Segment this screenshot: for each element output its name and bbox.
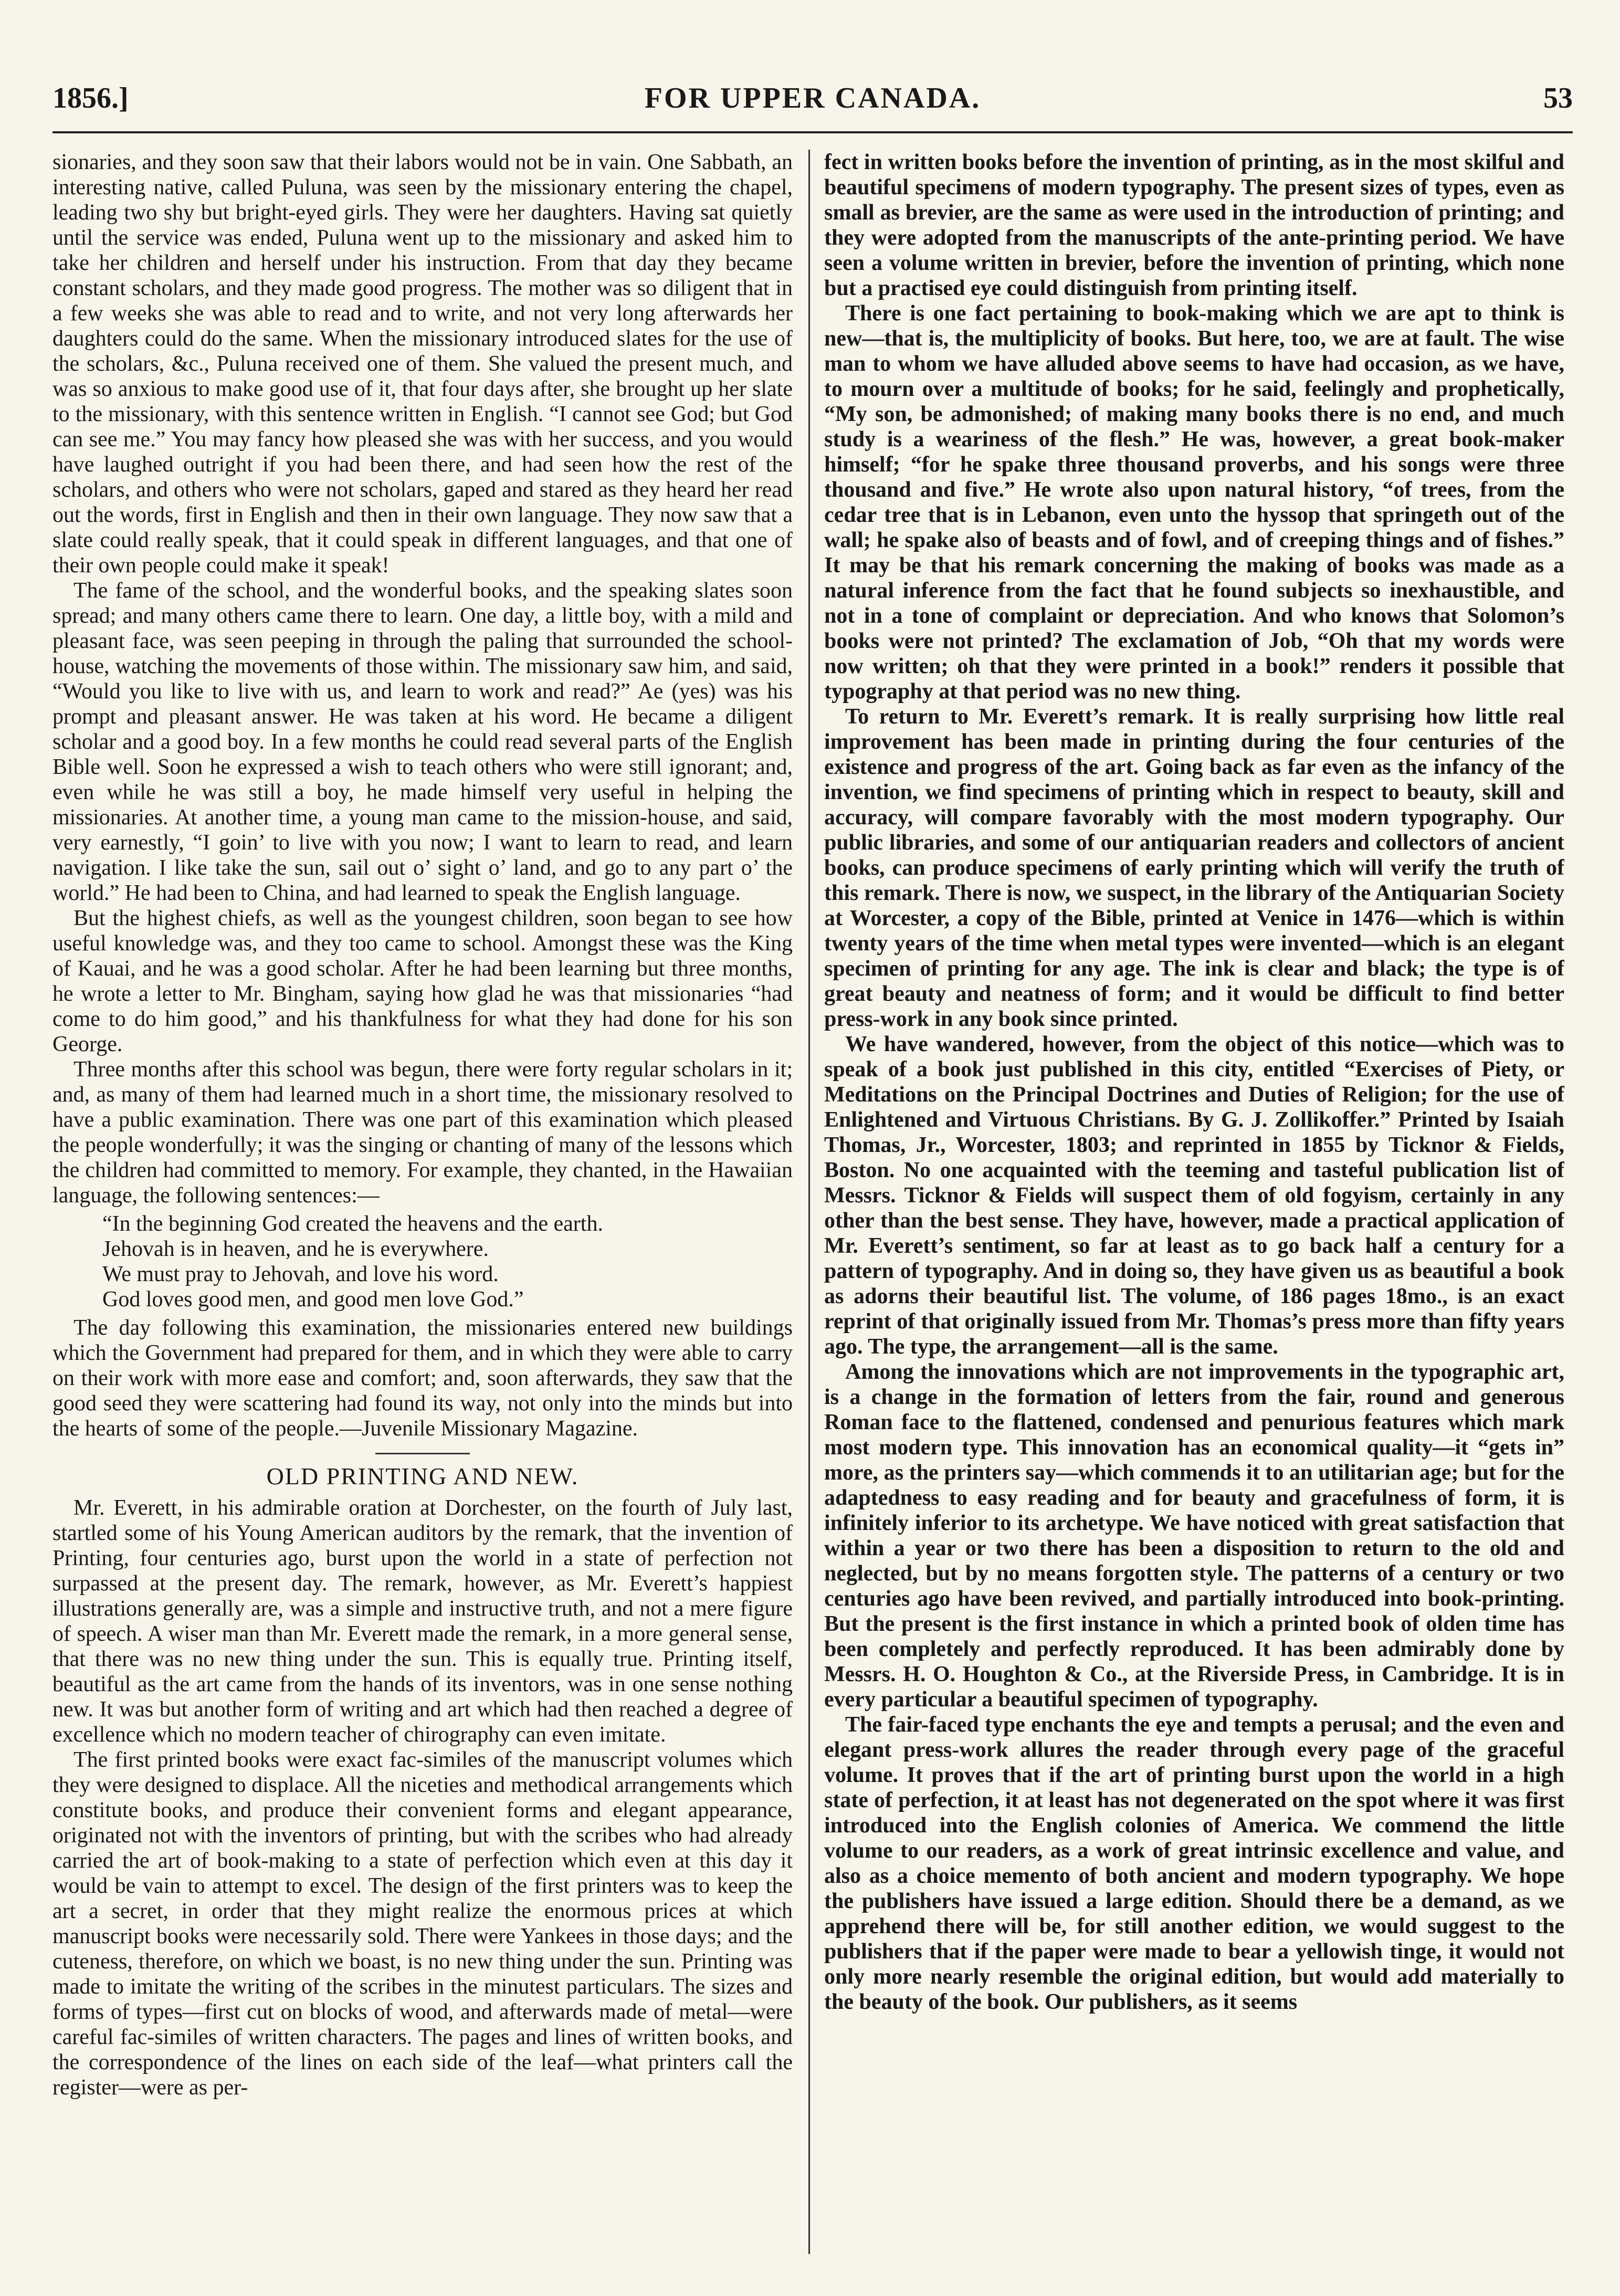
paragraph: sionaries, and they soon saw that their labors would not be in vain. One Sabbath, an interesting native, called Puluna, was seen by the missionary entering the chapel, leading two shy but bright-eyed girls. They were her daughters. Having sat quietly until the service was ended, Puluna went up to the missionary and asked him to take her children and herself under his instruction. From that day they became constant scholars, and they made good progress. The mother was so diligent that in a few weeks she was able to read and to write, and not very long afterwards her daughters could do the same. When the missionary introduced slates for the use of the scholars, &c., Puluna received one of them. She valued the present much, and was so anxious to make good use of it, that four days after, she brought up her slate to the missionary, with this sentence written in English. “I cannot see God; but God can see me.” You may fancy how pleased she was with her success, and you would have laughed outright if you had been there, and had seen how the rest of the scholars, and others who were not scholars, gaped and stared as they heard her read out the words, first in English and then in their own language. They now saw that a slate could really speak, that it could speak in different languages, and that one of their own people could make it speak! bbox=[52, 150, 793, 578]
verse-line: “In the beginning God created the heavens and the earth. bbox=[102, 1212, 603, 1236]
paragraph: The fame of the school, and the wonderful books, and the speaking slates soon spread; and many others came there to learn. One day, a little boy, with a mild and pleasant face, was seen peeping in through the paling that surrounded the school-house, watching the movements of those within. The missionary saw him, and said, “Would you like to live with us, and learn to work and read?” Ae (yes) was his prompt and pleasant answer. He was taken at his word. He became a diligent scholar and a good boy. In a few months he could read several parts of the English Bible well. Soon he expressed a wish to teach others who were still ignorant; and, even while he was still a boy, he made himself very useful in helping the missionaries. At another time, a young man came to the mission-house, and said, very earnestly, “I goin’ to live with you now; I want to learn to read, and learn navigation. I like take the sun, sail out o’ sight o’ land, and go to any part o’ the world.” He had been to China, and had learned to speak the English language. bbox=[52, 579, 793, 905]
paragraph: Among the innovations which are not improvements in the typographic art, is a change in the formation of letters from the fair, round and generous Roman face to the flattened, condensed and penurious features which mark most modern type. This innovation has an economical quality—it “gets in” more, as the printers say—which commends it to an utilitarian age; but for the adaptedness to easy reading and for beauty and gracefulness of form, it is infinitely inferior to its archetype. We have noticed with great satisfaction that within a year or two there has been a disposition to return to the old and neglected, but by no means forgotten style. The patterns of a century or two centuries ago have been revived, and partially introduced into book-printing. But the present is the first instance in which a printed book of olden time has been completely and perfectly reproduced. It has been admirably done by Messrs. H. O. Houghton & Co., at the Riverside Press, in Cambridge. It is in every particular a beautiful specimen of typography. bbox=[824, 1360, 1564, 1712]
paragraph: Three months after this school was begun, there were forty regular scholars in it; and, as many of them had learned much in a short time, the missionary resolved to have a public examination. There was one part of this examination which pleased the people wonderfully; it was the singing or chanting of many of the lessons which the children had committed to memory. For example, they chanted, in the Hawaiian language, the following sentences:— bbox=[52, 1057, 793, 1208]
paragraph: The fair-faced type enchants the eye and tempts a perusal; and the even and elegant press-work allures the reader through every page of the graceful volume. It proves that if the art of printing burst upon the world in a high state of perfection, it at least has not degenerated on the spot where it was first introduced into the English colonies of America. We commend the little volume to our readers, as a work of great intrinsic excellence and value, and also as a choice memento of both ancient and modern typography. We hope the publishers have issued a large edition. Should there be a demand, as we apprehend there will be, for still another edition, we would suggest to the publishers that if the paper were made to bear a yellowish tinge, it would not only more nearly resemble the original edition, but would add materially to the beauty of the book. Our publishers, as it seems bbox=[824, 1713, 1564, 2014]
paragraph: There is one fact pertaining to book-making which we are apt to think is new—that is, the multiplicity of books. But here, too, we are at fault. The wise man to whom we have alluded above seems to have had occasion, as we have, to mourn over a multitude of books; for he said, feelingly and prophetically, “My son, be admonished; of making many books there is no end, and much study is a weariness of the flesh.” He was, however, a great book-maker himself; “for he spake three thousand proverbs, and his songs were three thousand and five.” He wrote also upon natural history, “of trees, from the cedar tree that is in Lebanon, even unto the hyssop that springeth out of the wall; he spake also of beasts and of fowl, and of creeping things and of fishes.” It may be that his remark concerning the making of books was made as a natural inference from the fact that he found subjects so inexhaustible, and not in a tone of complaint or depreciation. And who knows that Solomon’s books were not printed? The exclamation of Job, “Oh that my words were now written; oh that they were printed in a book!” renders it possible that typography at that period was no new thing. bbox=[824, 301, 1564, 704]
paragraph: The first printed books were exact fac-similes of the manuscript volumes which they were designed to displace. All the niceties and methodical arrangements which constitute books, and produce their convenient forms and elegant appearance, originated not with the inventors of printing, but with the scribes who had already carried the art of book-making to a state of perfection which even at this day it would be vain to attempt to excel. The design of the first printers was to keep the art a secret, in order that they might realize the enormous prices at which manuscript books were necessarily sold. There were Yankees in those days; and the cuteness, therefore, on which we boast, is no new thing under the sun. Printing was made to imitate the writing of the scribes in the minutest particulars. The sizes and forms of types—first cut on blocks of wood, and afterwards made of metal—were careful fac-similes of written characters. The pages and lines of written books, and the correspondence of the lines on each side of the leaf—what printers call the register—were as per- bbox=[52, 1748, 793, 2100]
paragraph: But the highest chiefs, as well as the youngest children, soon began to see how useful knowledge was, and they too came to school. Amongst these was the King of Kauai, and he was a good scholar. After he had been learning but three months, he wrote a letter to Mr. Bingham, saying how glad he was that missionaries “had come to do him good,” and his thankfulness for what they had done for his son George. bbox=[52, 906, 793, 1056]
page-header bbox=[52, 81, 1573, 133]
left-column bbox=[52, 150, 793, 2249]
column-rule bbox=[808, 150, 810, 2254]
verse-line: We must pray to Jehovah, and love his word. bbox=[102, 1262, 499, 1286]
verse-line: Jehovah is in heaven, and he is everywhere. bbox=[102, 1237, 489, 1261]
header-title: FOR UPPER CANADA. bbox=[644, 82, 981, 114]
paragraph: Mr. Everett, in his admirable oration at Dorchester, on the fourth of July last, startled some of his Young American auditors by the remark, that the invention of Printing, four centuries ago, burst upon the world in a state of perfection not surpassed at the present day. The remark, however, as Mr. Everett’s happiest illustrations generally are, was a simple and instructive truth, and not a mere figure of speech. A wiser man than Mr. Everett made the remark, in a more general sense, that there was no new thing under the sun. This is equally true. Printing itself, beautiful as the art came from the hands of its inventors, was in one sense nothing new. It was but another form of writing and art which had then reached a degree of excellence which no modern teacher of chirography can even imitate. bbox=[52, 1496, 793, 1747]
header-date: 1856.] bbox=[52, 82, 129, 114]
paragraph: To return to Mr. Everett’s remark. It is really surprising how little real improvement has been made in printing during the four centuries of the existence and progress of the art. Going back as far even as the infancy of the invention, we find specimens of printing which in respect to beauty, skill and accuracy, will compare favorably with the most modern typography. Our public libraries, and some of our antiquarian readers and collectors of ancient books, can produce specimens of early printing which will verify the truth of this remark. There is now, we suspect, in the library of the Antiquarian Society at Worcester, a copy of the Bible, printed at Venice in 1476—which is within twenty years of the time when metal types were invented—which is an elegant specimen of printing for any age. The ink is clear and black; the type is of great beauty and neatness of form; and it would be difficult to find better press-work in any book since printed. bbox=[824, 705, 1564, 1031]
paragraph: The day following this examination, the missionaries entered new buildings which the Government had prepared for them, and in which they were able to carry on their work with more ease and comfort; and, soon afterwards, they saw that the good seed they were scattering had found its way, not only into the minds but into the hearts of some of the people.—Juvenile Missionary Magazine. bbox=[52, 1316, 793, 1441]
chanted-verses bbox=[102, 1211, 793, 1312]
section-divider bbox=[375, 1453, 470, 1454]
paragraph: fect in written books before the invention of printing, as in the most skilful and beautiful specimens of modern typography. The present sizes of types, even as small as brevier, are the same as were used in the introduction of printing; and they were adopted from the manuscripts of the ante-printing period. We have seen a volume written in brevier, before the invention of printing, which none but a practised eye could distinguish from printing itself. bbox=[824, 150, 1564, 300]
article-title: OLD PRINTING AND NEW. bbox=[266, 1463, 579, 1490]
page-number: 53 bbox=[1543, 82, 1573, 114]
paragraph: We have wandered, however, from the object of this notice—which was to speak of a book just published in this city, entitled “Exercises of Piety, or Meditations on the Principal Doctrines and Duties of Religion; for the use of Enlightened and Virtuous Christians. By G. J. Zollikoffer.” Printed by Isaiah Thomas, Jr., Worcester, 1803; and reprinted in 1855 by Ticknor & Fields, Boston. No one acquainted with the teeming and tasteful publication list of Messrs. Ticknor & Fields will suspect them of old fogyism, certainly in any other than the best sense. They have, however, made a practical application of Mr. Everett’s sentiment, so far at least as to go back half a century for a pattern of typography. And in doing so, they have given us as beautiful a book as adorns their beautiful list. The volume, of 186 pages 18mo., is an exact reprint of that originally issued from Mr. Thomas’s press more than fifty years ago. The type, the arrangement—all is the same. bbox=[824, 1032, 1564, 1359]
right-column bbox=[824, 150, 1564, 2249]
verse-line: God loves good men, and good men love God.” bbox=[102, 1287, 524, 1312]
